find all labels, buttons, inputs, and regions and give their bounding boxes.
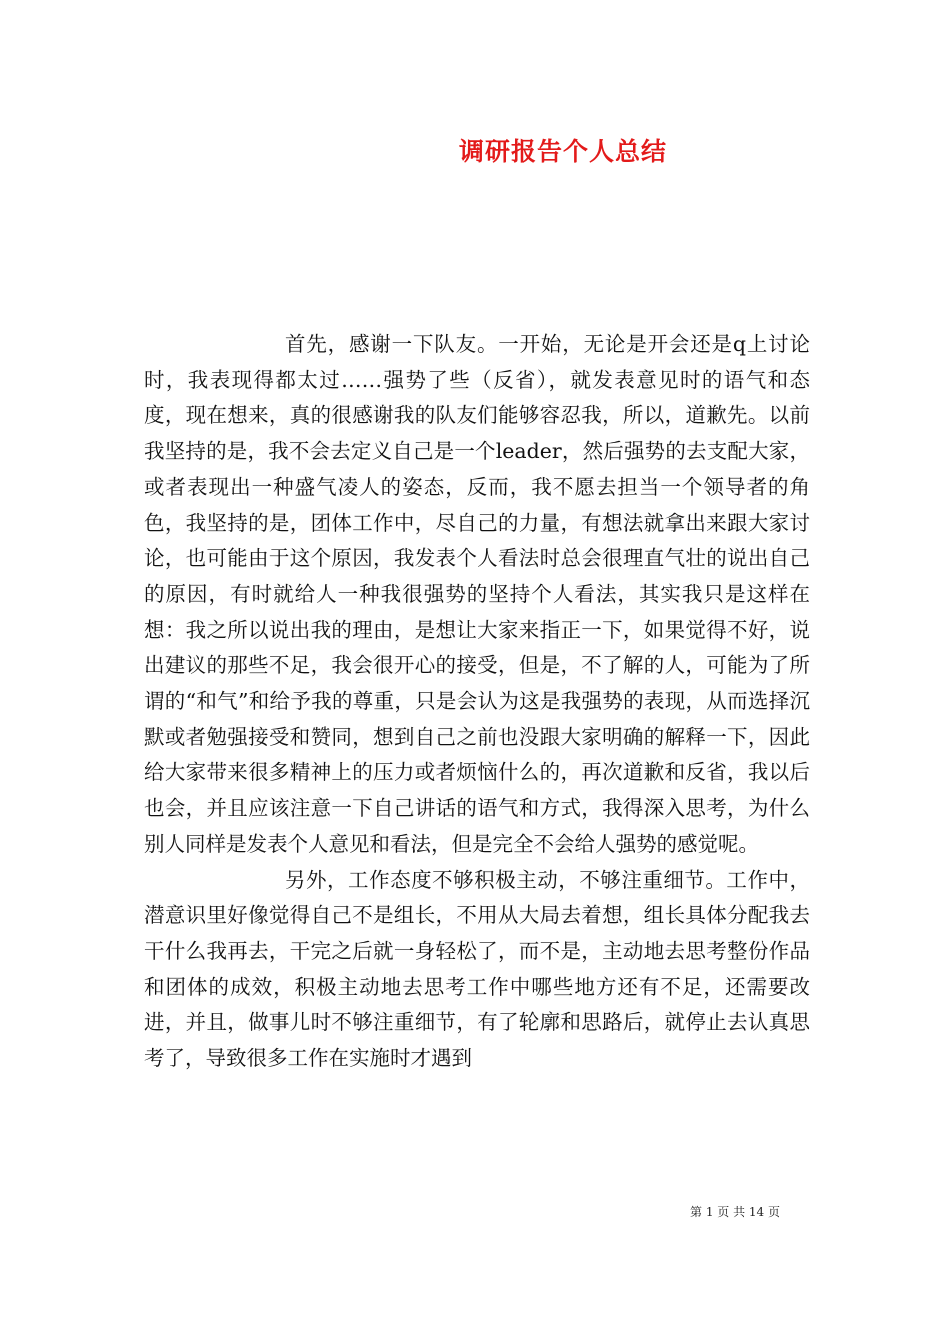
paragraph-1: 首先，感谢一下队友。一开始，无论是开会还是q上讨论时，我表现得都太过……强势了些（反省），就发表意见时的语气和态度，现在想来，真的很感谢我的队友们能够容忍我，所以，道歉先。以前我坚持的是，我不会去定义自己是一个leader，然后强势的去支配大家，或者表现出一种盛气凌人的姿态，反而，我不愿去担当一个领导者的角色，我坚持的是，团体工作中，尽自己的力量，有想法就拿出来跟大家讨论，也可能由于这个原因，我发表个人看法时总会很理直气壮的说出自己的原因，有时就给人一种我很强势的坚持个人看法，其实我只是这样在想：我之所以说出我的理由，是想让大家来指正一下，如果觉得不好，说出建议的那些不足，我会很开心的接受，但是，不了解的人，可能为了所谓的“和气”和给予我的尊重，只是会认为这是我强势的表现，从而选择沉默或者勉强接受和赞同，想到自己之前也没跟大家明确的解释一下，因此给大家带来很多精神上的压力或者烦恼什么的，再次道歉和反省，我以后也会，并且应该注意一下自己讲话的语气和方式，我得深入思考，为什么别人同样是发表个人意见和看法，但是完全不会给人强势的感觉呢。	[144, 332, 810, 856]
paragraph-2: 另外，工作态度不够积极主动，不够注重细节。工作中，潜意识里好像觉得自己不是组长，不用从大局去着想，组长具体分配我去干什么我再去，干完之后就一身轻松了，而不是，主动地去思考整份作品和团体的成效，积极主动地去思考工作中哪些地方还有不足，还需要改进，并且，做事儿时不够注重细节，有了轮廓和思路后，就停止去认真思考了，导致很多工作在实施时才遇到	[144, 867, 810, 1071]
document-title: 调研报告个人总结	[458, 137, 667, 166]
page-number-footer: 第 1 页 共 14 页	[690, 1205, 780, 1219]
document-body	[144, 327, 810, 1077]
